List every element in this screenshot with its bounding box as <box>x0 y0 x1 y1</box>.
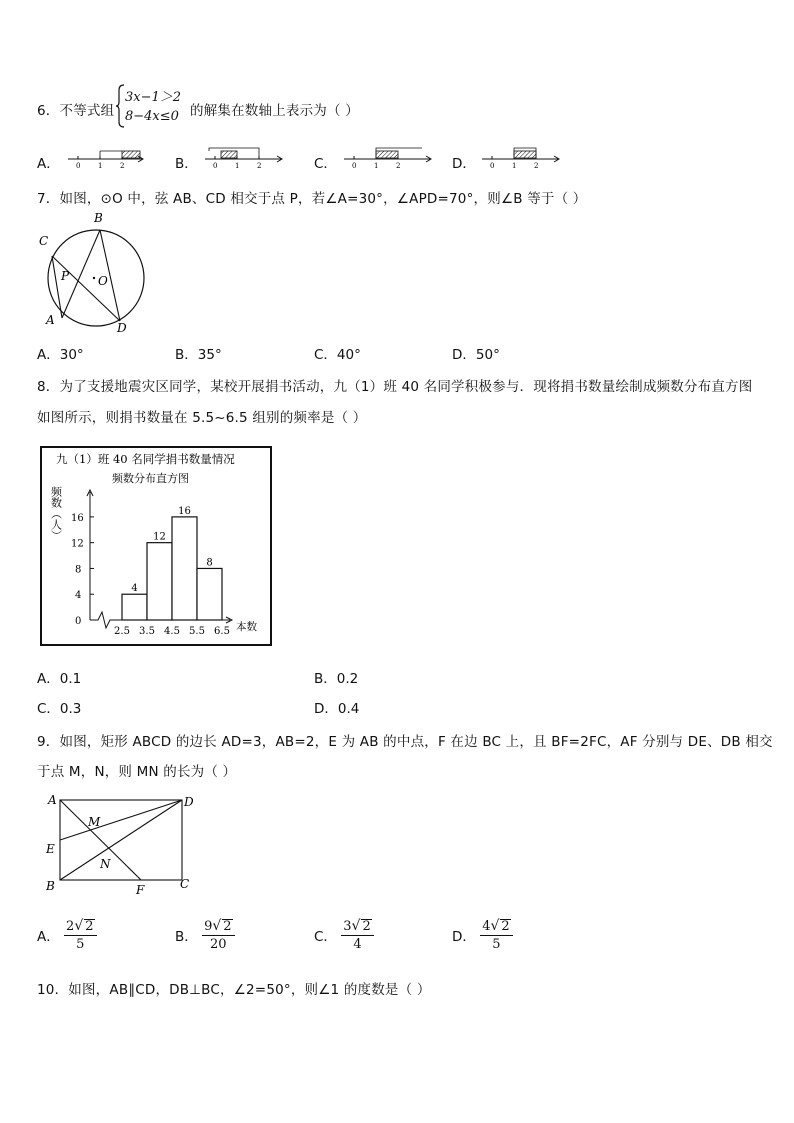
x-tick-label: 4.5 <box>164 626 180 637</box>
tick-label: 1 <box>235 162 240 168</box>
q6-option-d-number-line[interactable] <box>480 146 562 168</box>
option-letter: A． <box>37 929 60 945</box>
y-tick-label: 12 <box>71 538 84 550</box>
q9-option-d[interactable] <box>452 918 513 952</box>
q9-option-c[interactable] <box>314 918 374 952</box>
tick-label: 2 <box>120 162 125 168</box>
option-fraction: $\frac{9√ 2}{20}$ <box>202 918 234 952</box>
q8-histogram <box>40 446 272 646</box>
option-fraction: $\frac{3√ 2}{4}$ <box>341 918 373 952</box>
option-letter: C． <box>314 929 337 945</box>
bar-value-label: 4 <box>131 583 138 595</box>
label-a: A <box>46 313 55 327</box>
label-c: C <box>39 234 49 248</box>
q9-text-line2: 于点 M，N，则 MN 的长为（ ） <box>37 764 237 780</box>
histogram-bar <box>172 517 197 620</box>
bar-value-label: 16 <box>178 505 191 517</box>
x-tick-label: 2.5 <box>114 626 130 637</box>
q6-option-b-number-line[interactable] <box>203 146 285 168</box>
label-f: F <box>136 883 145 897</box>
q9-text-line1: 9．如图，矩形 ABCD 的边长 AD=3，AB=2，E 为 AB 的中点，F 在边 BC 上，且 BF=2FC，AF 分别与 DE、DB 相交 <box>37 734 773 750</box>
label-c: C <box>180 877 190 891</box>
tick-label: 0 <box>76 162 81 168</box>
tick-label: 2 <box>257 162 262 168</box>
tick-label: 1 <box>374 162 379 168</box>
q6-option-b-label[interactable]: B． <box>175 156 198 172</box>
option-letter: D． <box>452 929 476 945</box>
q6-option-d-label[interactable]: D． <box>452 156 476 172</box>
label-d: D <box>117 321 127 335</box>
histogram-bar <box>197 568 222 620</box>
label-b: B <box>46 879 55 893</box>
q9-option-b[interactable] <box>175 918 235 952</box>
q9-rectangle-figure <box>40 790 200 898</box>
tick-label: 0 <box>352 162 357 168</box>
q7-option-a[interactable]: A．30° <box>37 347 84 363</box>
q7-circle-figure <box>38 210 154 336</box>
q6-option-a-number-line[interactable] <box>66 146 146 168</box>
q6-option-c-label[interactable]: C． <box>314 156 337 172</box>
option-letter: B． <box>175 929 198 945</box>
label-b: B <box>94 211 103 225</box>
label-o: O <box>98 274 108 288</box>
q8-option-d[interactable]: D．0.4 <box>314 701 360 717</box>
histogram-bar <box>122 594 147 620</box>
x-tick-label: 3.5 <box>139 626 155 637</box>
tick-label: 1 <box>98 162 103 168</box>
q7-option-d[interactable]: D．50° <box>452 347 500 363</box>
bar-value-label: 8 <box>206 557 213 569</box>
q10-text: 10．如图，AB∥CD，DB⊥BC，∠2=50°，则∠1 的度数是（ ） <box>37 982 431 998</box>
q8-option-b[interactable]: B．0.2 <box>314 671 359 687</box>
q8-option-c[interactable]: C．0.3 <box>37 701 82 717</box>
label-d: D <box>184 795 194 809</box>
y-tick-label: 16 <box>71 512 84 524</box>
label-n: N <box>100 857 111 871</box>
y-tick-label: 8 <box>75 564 82 576</box>
chart-subtitle: 频数分布直方图 <box>112 472 189 485</box>
histogram-bar <box>147 543 172 620</box>
bar-value-label: 12 <box>153 531 166 543</box>
q7-option-c[interactable]: C．40° <box>314 347 361 363</box>
q8-text-line1: 8．为了支援地震灾区同学，某校开展捐书活动，九（1）班 40 名同学积极参与．现将捐书数量绘制成频数分布直方图 <box>37 379 753 395</box>
q6-inequality-1: 3x−1＞2 <box>125 90 182 105</box>
y-tick-label: 0 <box>75 616 82 627</box>
tick-label: 0 <box>213 162 218 168</box>
y-tick-label: 4 <box>75 590 82 602</box>
q6-option-c-number-line[interactable] <box>342 146 434 168</box>
q6-prefix: 6．不等式组 <box>37 103 115 119</box>
label-m: M <box>88 815 101 829</box>
system-brace <box>115 84 125 128</box>
tick-label: 1 <box>512 162 517 168</box>
x-tick-label: 5.5 <box>189 626 205 637</box>
option-fraction: $\frac{2√ 2}{5}$ <box>64 918 96 952</box>
q7-text: 7．如图，⊙O 中，弦 AB、CD 相交于点 P，若∠A=30°，∠APD=70°，则∠B 等于（ ） <box>37 191 587 207</box>
q6-option-a-label[interactable]: A． <box>37 156 60 172</box>
q8-text-line2: 如图所示，则捐书数量在 5.5~6.5 组别的频率是（ ） <box>37 410 367 426</box>
q6-suffix: 的解集在数轴上表示为（ ） <box>190 103 359 119</box>
tick-label: 0 <box>490 162 495 168</box>
x-tick-label: 6.5 <box>214 626 230 637</box>
y-axis-label: 频数（人） <box>49 486 63 541</box>
q9-option-a[interactable] <box>37 918 97 952</box>
tick-label: 2 <box>534 162 539 168</box>
q8-option-a[interactable]: A．0.1 <box>37 671 82 687</box>
option-fraction: $\frac{4√ 2}{5}$ <box>480 918 512 952</box>
q6-inequality-2: 8−4x≤0 <box>125 109 179 124</box>
label-p: P <box>61 269 70 283</box>
chart-title: 九（1）班 40 名同学捐书数量情况 <box>56 452 235 466</box>
q7-option-b[interactable]: B．35° <box>175 347 222 363</box>
label-e: E <box>46 842 55 856</box>
x-axis-label: 本数 <box>236 621 257 633</box>
label-a: A <box>48 793 57 807</box>
tick-label: 2 <box>396 162 401 168</box>
